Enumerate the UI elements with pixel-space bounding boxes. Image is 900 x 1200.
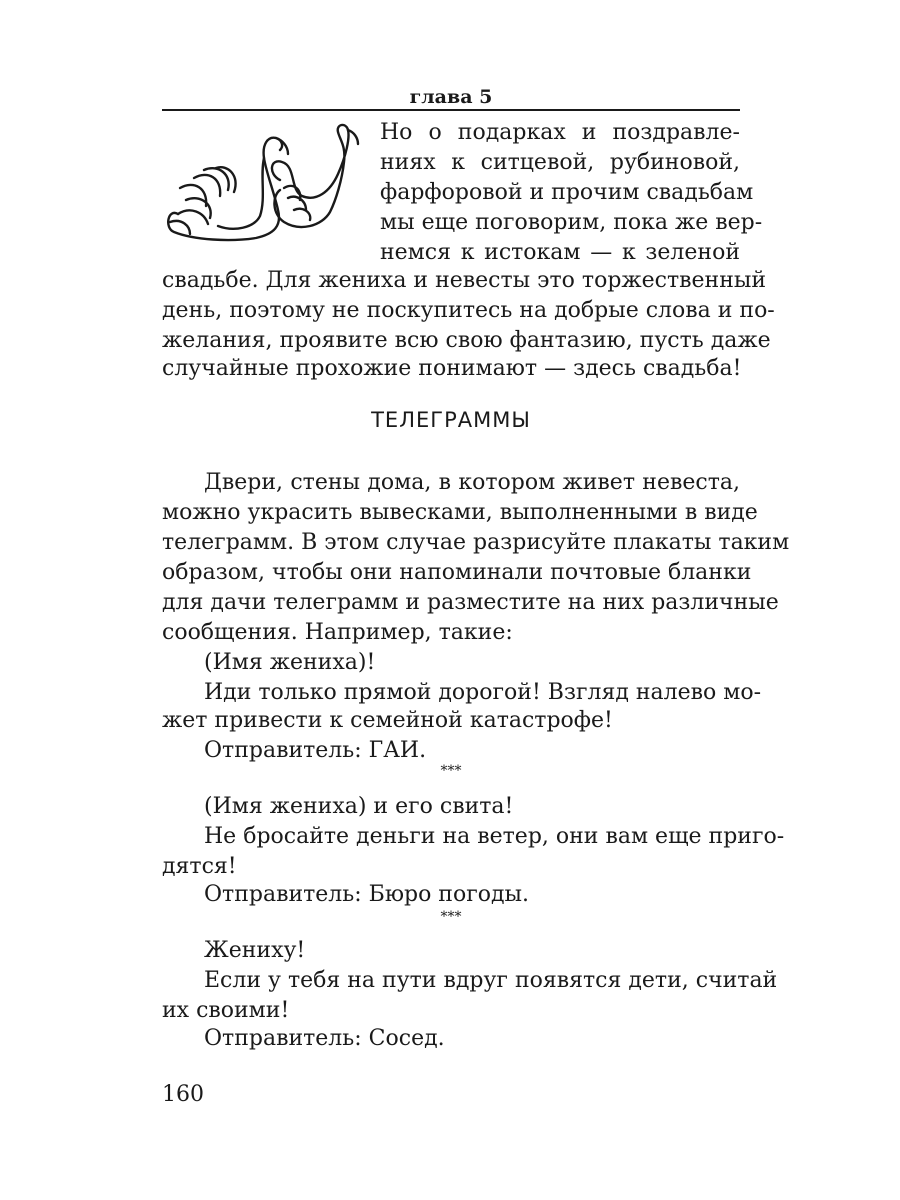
text-line: для дачи телеграмм и разместите на них различные bbox=[162, 590, 779, 615]
page-number: 160 bbox=[162, 1082, 204, 1107]
telegram-text: дятся! bbox=[162, 854, 237, 879]
telegram-text: жет привести к семейной катастрофе! bbox=[162, 708, 613, 733]
text-line: Но о подарках и поздравле- bbox=[380, 120, 740, 145]
telegram-recipient: Жениху! bbox=[204, 938, 306, 963]
text-line: мы еще поговорим, пока же вер- bbox=[380, 210, 763, 235]
text-line: немся к истокам — к зеленой bbox=[380, 240, 740, 265]
telegram-text: Иди только прямой дорогой! Взгляд налево мо- bbox=[204, 680, 762, 705]
telegram-recipient: (Имя жениха) и его свита! bbox=[204, 794, 514, 819]
separator-stars: *** bbox=[440, 909, 462, 925]
section-heading: ТЕЛЕГРАММЫ bbox=[371, 408, 531, 432]
text-line: телеграмм. В этом случае разрисуйте плакаты таким bbox=[162, 530, 790, 555]
chapter-header: глава 5 bbox=[409, 86, 493, 108]
telegram-sender: Отправитель: Сосед. bbox=[204, 1026, 445, 1051]
telegram-text: Если у тебя на пути вдруг появятся дети, считай bbox=[204, 968, 778, 993]
telegram-text: Не бросайте деньги на ветер, они вам еще приго- bbox=[204, 824, 785, 849]
text-line: желания, проявите всю свою фантазию, пусть даже bbox=[162, 328, 771, 353]
telegram-sender: Отправитель: ГАИ. bbox=[204, 738, 427, 763]
text-line: день, поэтому не поскупитесь на добрые слова и по- bbox=[162, 298, 775, 323]
text-line: сообщения. Например, такие: bbox=[162, 620, 513, 645]
text-line: свадьбе. Для жениха и невесты это торжественный bbox=[162, 268, 767, 293]
separator-stars: *** bbox=[440, 763, 462, 779]
text-line: ниях к ситцевой, рубиновой, bbox=[380, 150, 740, 175]
telegram-text: их своими! bbox=[162, 998, 290, 1023]
swans-illustration bbox=[160, 118, 372, 254]
telegram-sender: Отправитель: Бюро погоды. bbox=[204, 882, 530, 907]
text-line: Двери, стены дома, в котором живет невеста, bbox=[204, 470, 740, 495]
header-rule bbox=[162, 109, 740, 111]
text-line: можно украсить вывесками, выполненными в виде bbox=[162, 500, 758, 525]
telegram-recipient: (Имя жениха)! bbox=[204, 650, 376, 675]
text-line: образом, чтобы они напоминали почтовые бланки bbox=[162, 560, 752, 585]
text-line: фарфоровой и прочим свадьбам bbox=[380, 180, 754, 205]
text-line: случайные прохожие понимают — здесь свадьба! bbox=[162, 356, 742, 381]
